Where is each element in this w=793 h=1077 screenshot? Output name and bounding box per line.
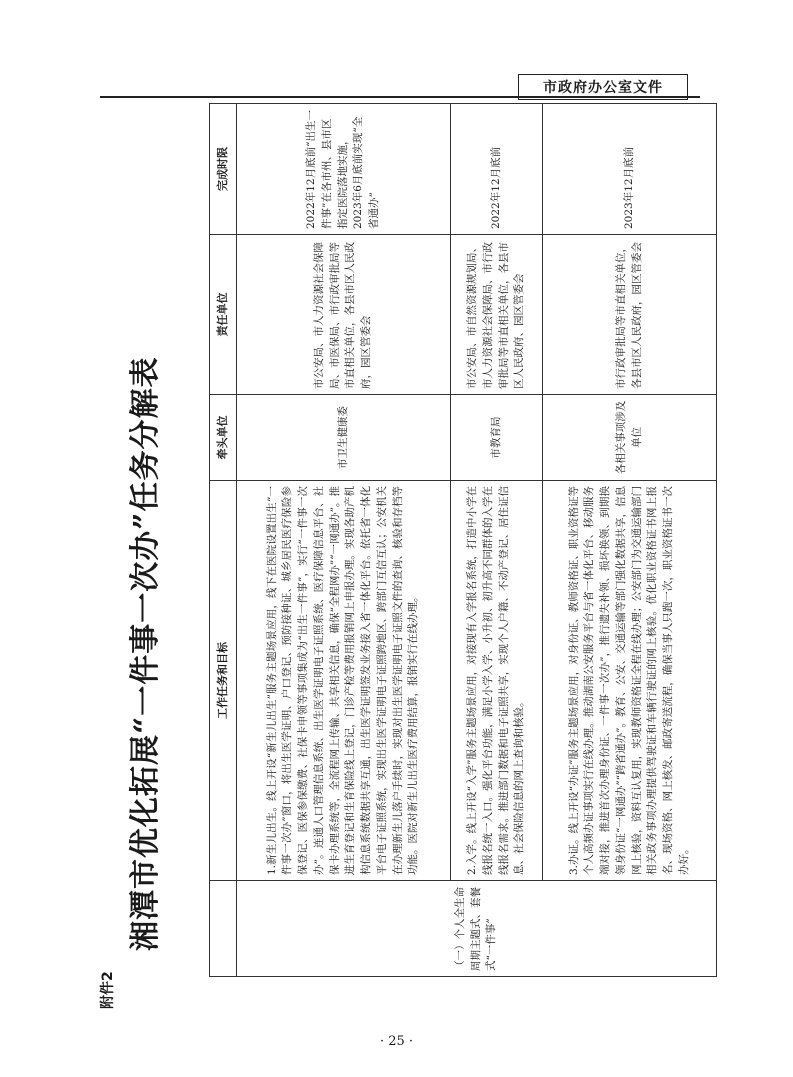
table-header-row [210,104,237,977]
task-cell: 2.入学。线上开设“入学”服务主题场景应用，对接现有入学报名系统，打造中小学在线报名统一入口。强化平台功能，满足小学入学、小升初、初升高不同群体的入学在线报名需求。推进部门数据和电子证照共享，实现个人户籍、不动产登记、居住证信息、社会保险信息的网上查询和核验。 [450,481,543,881]
task-table [209,103,717,977]
page-number: · 25 · [379,1034,414,1049]
table-row [543,104,717,977]
header-deadline: 完成时限 [210,104,237,235]
table-row [450,104,543,977]
header-task: 工作任务和目标 [210,481,237,881]
deadline-cell: 2022年12月底前“出生一件事”在各市州、县市区指定医院落地实施，2023年6月底前实现“全省通办” [237,104,451,235]
lead-unit-cell: 市卫生健康委 [237,395,451,481]
task-cell: 1.新生儿出生。线上开设“新生儿出生”服务主题场景应用，线下在医院设置出生“一件事一次办”窗口，将出生医学证明、户口登记、预防接种证、城乡居民医疗保险参保登记、医保参保缴费、社保卡申领等事项集成为“出生一件事”，实行“一件事一次办”。连通人口管理信息系统、出生医学证明电子证照系统、医疗保障信息平台、社保卡办理系统等，全流程网上传输、共享相关信息，确保“全程网办”“一网通办”。推进生育登记和生育保险线上登记，门诊产检等费用报销网上申报办理。实现各助产机构信息系统数据共享互通，出生医学证明签发业务接入省一体化平台。依托省一体化平台电子证照系统，实现出生医学证明电子证照跨地区、跨部门互信互认；公安机关在办理新生儿落户手续时，实现对出生医学证明电子证照文件的查询、核验和存档等功能。医院对新生儿出生医疗费用结算，报销实行在线办理。 [237,481,451,881]
lead-unit-cell: 市教育局 [450,395,543,481]
responsible-unit-cell: 市公安局、市人力资源社会保障局、市医保局、市行政审批局等市直相关单位，各县市区人民政府，园区管委会 [237,235,451,395]
header-category [210,881,237,977]
deadline-cell: 2023年12月底前 [543,104,717,235]
task-cell: 3.办证。线上开设“办证”服务主题场景应用，对身份证、教师资格证、职业资格证等个人高频办证事项实行在线办理。推动湖南公安服务平台与省一体化平台、移动服务端对接，推进首次办理身份证、一件事一次办”，推行遗失补领、损坏换领、到期换领身份证“一网通办”“跨省通办”。教育、公安、交通运输等部门强化数据共享，信息网上核验，资料互认复用，实现教师资格证全程在线办理；公安部门为交通运输部门相关政务事项办理提供驾驶证和车辆行驶证的网上核验。优化职业资格证书网上报名、现场资格、网上核发、邮政寄送流程，确保当事人只跑一次，职业资格证书一次办好。 [543,481,717,881]
deadline-cell: 2022年12月底前 [450,104,543,235]
header-responsible-unit: 责任单位 [210,235,237,395]
header-lead-unit: 牵头单位 [210,395,237,481]
responsible-unit-cell: 市公安局、市自然资源规划局、市人力资源社会保障局、市行政审批局等市直相关单位，各县市区人民政府、园区管委会 [450,235,543,395]
table-row [237,104,451,977]
page-title: 湘潭市优化拓展“一件事一次办”任务分解表 [128,356,163,951]
lead-unit-cell: 各相关事项涉及单位 [543,395,717,481]
responsible-unit-cell: 市行政审批局等市直相关单位，各县市区人民政府，园区管委会 [543,235,717,395]
category-cell: （一）个人全生命周期主题式、套餐式“一件事” [237,881,717,977]
document-type-badge: 市政府办公室文件 [518,74,688,100]
attachment-label: 附件2 [100,971,116,1009]
